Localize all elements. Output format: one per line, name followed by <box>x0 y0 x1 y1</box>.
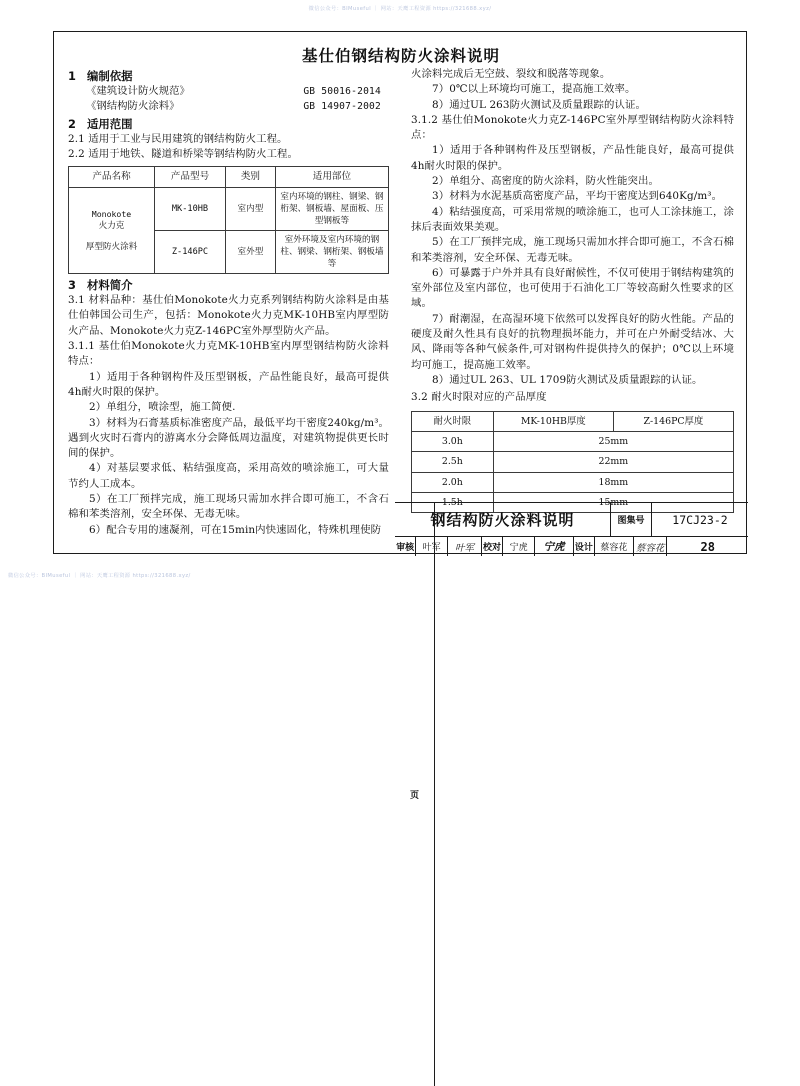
clause-3-1-1-item-2: 2）单组分，喷涂型，施工简便. <box>89 401 236 414</box>
clause-3-2-heading: 3.2 耐火时限对应的产品厚度 <box>411 391 547 404</box>
check-label: 校对 <box>482 537 503 556</box>
product-table <box>68 166 389 274</box>
standard-code: GB 50016-2014 <box>303 86 381 97</box>
section-3-title: 材料简介 <box>87 278 133 293</box>
review-label: 审核 <box>395 537 416 556</box>
watermark-top: 微信公众号：BIMuseful ｜ 网站：天鹰工程资源 https://321688.xyz/ <box>308 6 492 12</box>
title-block-row-top <box>395 503 748 537</box>
standard-code: GB 14907-2002 <box>303 101 381 113</box>
section-1-heading <box>68 68 389 84</box>
table-header-row <box>412 411 734 431</box>
cell-thickness: 15mm <box>493 493 733 513</box>
design-name: 蔡容花 <box>595 537 634 556</box>
standard-row <box>68 99 389 114</box>
title-block <box>395 502 748 801</box>
cell-product-name <box>69 188 155 274</box>
section-2-heading <box>68 116 389 132</box>
watermark-bottom: 微信公众号：BIMuseful ｜ 网站：天鹰工程资源 https://321688.xyz/ <box>8 573 191 579</box>
page-title: 基仕伯钢结构防火涂料说明 <box>301 47 500 65</box>
clause-2-2: 2.2 适用于地铁、隧道和桥梁等钢结构防火工程。 <box>68 147 299 160</box>
cell-fire-limit: 3.0h <box>412 431 494 451</box>
design-signature: 蔡容花 <box>634 537 668 556</box>
cell-fire-limit: 2.5h <box>412 452 494 472</box>
check-signature: 宁虎 <box>535 537 574 556</box>
col-header-usage: 适用部位 <box>275 167 388 188</box>
title-block-row-signatures <box>395 537 748 801</box>
col-header-mk10hb-thickness: MK-10HB厚度 <box>493 411 613 431</box>
col-header-fire-limit: 耐火时限 <box>412 411 494 431</box>
review-name: 叶军 <box>416 537 448 556</box>
title-block-atlas-number: 17CJ23-2 <box>672 512 728 527</box>
clause-3-1-2-item-3: 3）材料为水泥基质高密度产品，平均干密度达到640Kg/m³。 <box>432 190 723 203</box>
standard-name: 《钢结构防火涂料》 <box>86 100 180 113</box>
clause-3-1-2-item-6: 6）可暴露于户外并具有良好耐候性，不仅可使用于钢结构建筑的室外部位及室内部位，也可使用于石油化工厂等较高耐久性要求的区域。 <box>411 266 734 310</box>
cell-usage: 室内环境的钢柱、钢梁、钢桁架、钢板墙、屋面板、压型钢板等 <box>275 188 388 231</box>
cell-thickness: 22mm <box>493 452 733 472</box>
table-row <box>69 188 389 231</box>
cell-model: Z-146PC <box>155 231 226 274</box>
col-header-category: 类别 <box>225 167 275 188</box>
clause-3-1-2-item-4: 4）粘结强度高，可采用常规的喷涂施工，也可人工涂抹施工，涂抹后表面效果美观。 <box>411 205 734 233</box>
clause-3-1-2-item-7: 7）耐潮湿，在高湿环境下依然可以发挥良好的防火性能。产品的硬度及耐久性具有良好的抗物理损坏能力，并可在户外耐受结冰、大风、降雨等各种气候条件,可对钢构件提供持久的保护；0℃以上环境均可施工，提高施工效率。 <box>411 312 734 371</box>
cell-thickness: 18mm <box>493 472 733 492</box>
cell-category: 室内型 <box>225 188 275 231</box>
col-header-model: 产品型号 <box>155 167 226 188</box>
section-1-number: 1 <box>68 69 76 83</box>
standard-row <box>68 84 389 99</box>
clause-3-1-1-item-1: 1）适用于各种钢构件及压型钢板，产品性能良好，最高可提供4h耐火时限的保护。 <box>68 370 389 398</box>
clause-3-1-1-item-7: 7）0℃以上环境均可施工，提高施工效率。 <box>432 83 636 96</box>
cell-thickness: 25mm <box>493 431 733 451</box>
right-column <box>401 67 748 509</box>
left-column <box>54 67 401 536</box>
col-header-z146pc-thickness: Z-146PC厚度 <box>613 411 733 431</box>
cell-category: 室外型 <box>225 231 275 274</box>
thickness-table <box>411 411 734 514</box>
table-header-row <box>69 167 389 188</box>
design-label: 设计 <box>574 537 595 556</box>
product-name-line-3: 厚型防火涂料 <box>85 242 138 253</box>
col-header-product-name: 产品名称 <box>69 167 155 188</box>
cell-usage: 室外环境及室内环境的钢柱、钢梁、钢桁架、钢板墙等 <box>275 231 388 274</box>
clause-3-1-1-item-5: 5）在工厂预拌完成，施工现场只需加水拌合即可施工，不含石棉和苯类溶剂，安全环保、无毒无味。 <box>68 493 389 521</box>
clause-3-1-1: 3.1.1 基仕伯Monokote火力克MK-10HB室内厚型钢结构防火涂料特点： <box>68 340 389 368</box>
page-number: 28 <box>700 539 715 554</box>
clause-3-1-2-item-2: 2）单组分、高密度的防火涂料，防火性能突出。 <box>432 175 660 188</box>
clause-3-1-2: 3.1.2 基仕伯Monokote火力克Z-146PC室外厚型钢结构防火涂料特点： <box>411 113 734 142</box>
section-2-title: 适用范围 <box>87 116 133 131</box>
clause-3-1-2-item-5: 5）在工厂预拌完成，施工现场只需加水拌合即可施工，不含石棉和苯类溶剂，安全环保、无毒无味。 <box>411 236 734 264</box>
check-name: 宁虎 <box>503 537 535 556</box>
clause-3-1: 3.1 材料品种：基仕伯Monokote火力克系列钢结构防火涂料是由基仕伯韩国公司生产，包括：Monokote火力克MK-10HB室内厚型防火产品、Monokote火力克Z-146PC室外厚型防火产品。 <box>68 294 389 337</box>
table-row <box>412 472 734 492</box>
product-name-line-1: Monokote <box>91 209 132 220</box>
cell-fire-limit: 2.0h <box>412 472 494 492</box>
product-name-line-2: 火力克 <box>98 221 125 232</box>
clause-3-1-2-item-8: 8）通过UL 263、UL 1709防火测试及质量跟踪的认证。 <box>432 373 703 386</box>
section-3-number: 3 <box>68 278 76 293</box>
cell-model: MK-10HB <box>155 188 226 231</box>
review-signature: 叶军 <box>448 537 482 556</box>
title-block-atlas-label: 图集号 <box>611 503 652 536</box>
clause-3-1-2-item-1: 1）适用于各种钢构件及压型钢板，产品性能良好，最高可提供4h耐火时限的保护。 <box>411 144 734 172</box>
table-row <box>412 452 734 472</box>
section-3-heading <box>68 277 389 293</box>
clause-3-1-1-item-3: 3）材料为石膏基质标准密度产品，最低平均干密度240kg/m³。遇到火灾时石膏内的游离水分会降低周边温度，对建筑物提供更长时间的保护。 <box>68 416 389 460</box>
clause-3-1-1-item-6: 6）配合专用的速凝剂，可在15min内快速固化，特殊机理使防 <box>89 523 382 536</box>
title-block-drawing-title: 钢结构防火涂料说明 <box>395 503 611 536</box>
clause-3-1-1-item-8: 8）通过UL 263防火测试及质量跟踪的认证。 <box>432 98 646 111</box>
section-2-number: 2 <box>68 116 76 131</box>
clause-2-1: 2.1 适用于工业与民用建筑的钢结构防火工程。 <box>68 132 288 145</box>
clause-3-1-1-item-4: 4）对基层要求低、粘结强度高，采用高效的喷涂施工，可大量节约人工成本。 <box>68 462 389 490</box>
section-1-title: 编制依据 <box>87 69 133 83</box>
page-label: 页 <box>395 503 435 1086</box>
table-row <box>412 431 734 451</box>
cell-fire-limit: 1.5h <box>412 493 494 513</box>
standard-name: 《建筑设计防火规范》 <box>86 85 190 97</box>
continued-paragraph: 火涂料完成后无空鼓、裂纹和脱落等现象。 <box>411 68 611 80</box>
